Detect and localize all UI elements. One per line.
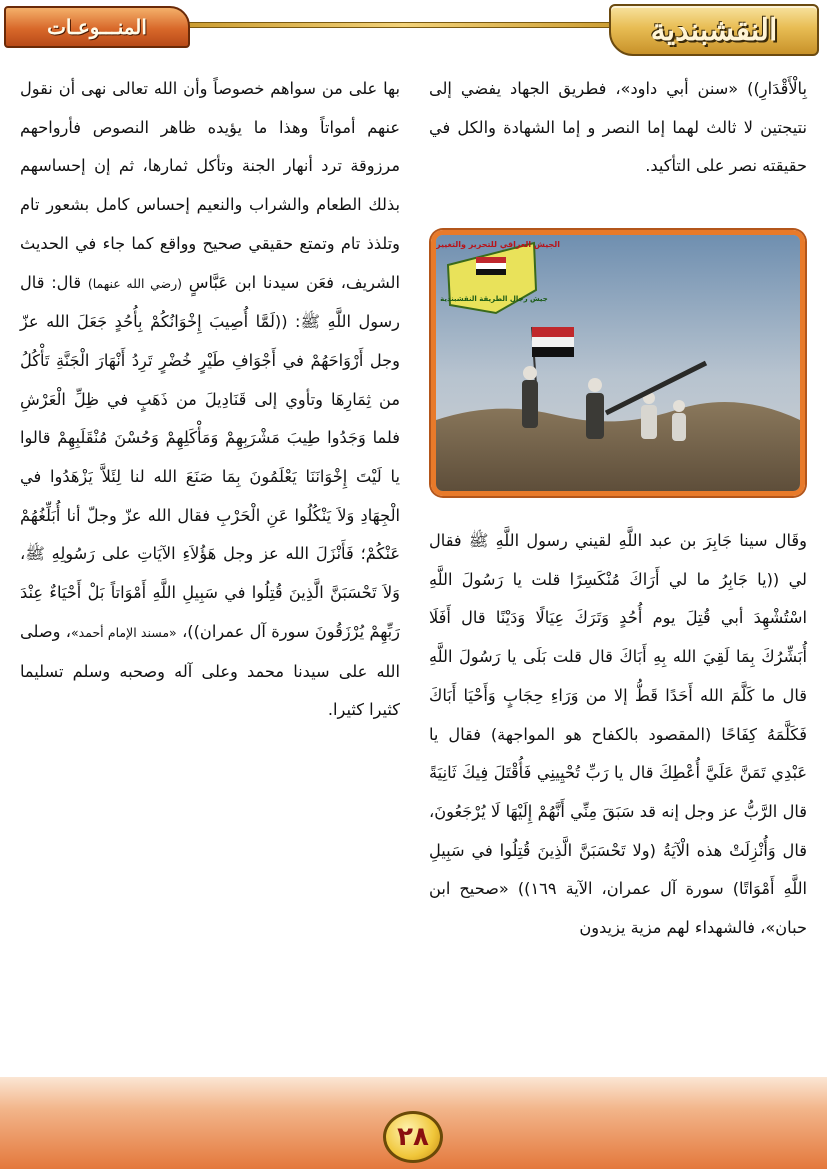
left-text-part2: قال: قال رسول اللَّهِ ﷺ: ((لَمَّا أُصِيبَ إِخْوَانُكُمْ بِأُحُدٍ جَعَلَ الله عزّ وجل أَرْوَاحَهُمْ في أَجْوَافِ طَيْرٍ خُضْرٍ تَرِدُ أَنْهَارَ الْجَنَّةِ تَأْكُلُ من ثِمَارِهَا وتأوي إلى قَنَادِيلَ من ذَهَبٍ في ظِلِّ الْعَرْشِ فلما وَجَدُوا طِيبَ مَشْرَبِهِمْ وَمَأْكَلِهِمْ وَحُسْنَ مُنْقَلَبِهِمْ قالوا يا لَيْتَ إِخْوَانَنَا يَعْلَمُونَ بِمَا صَنَعَ الله لنا لِئَلاَّ يَزْهَدُوا في الْجِهَادِ وَلاَ يَنْكُلُوا عَنِ الْحَرْبِ فقال الله عزّ وجلّ أنا أُبَلِّغُهُمْ عَنْكُمْ؛ فَأَنْزَلَ الله عز وجل هَؤُلاَءِ الآيَاتِ على رَسُولِهِ ﷺ، وَلاَ تَحْسَبَنَّ الَّذِينَ قُتِلُوا في سَبِيلِ اللَّهِ أَمْوَاتاً بَلْ أَحْيَاءٌ عِنْدَ رَبِّهِمْ يُرْزَقُونَ سورة آل عمران))،	[20, 272, 401, 641]
right-column-bottom	[429, 522, 807, 948]
left-text-part3: ، وصلى الله على سيدنا محمد وعلى آله وصحبه وسلم تسليما كثيرا كثيرا.	[20, 621, 400, 720]
article-photo	[431, 230, 805, 496]
page-number: ٢٨	[397, 1122, 429, 1152]
narrator-note: (رضي الله عنهما)	[87, 275, 183, 291]
right-column-top	[429, 70, 807, 186]
right-column-hadith-paragraph: وقَال سينا جَابِرَ بن عبد اللَّهِ لقيني رسول اللَّهِ ﷺ فقال لي ((يا جَابِرُ ما لي أَرَاكَ مُنْكَسِرًا قلت يا رَسُولَ اللَّهِ اسْتُشْهِدَ أبي قُتِلَ يوم أُحُدٍ وَتَرَكَ عِيَالًا وَدَيْنًا قال أَفَلَا أُبَشِّرُكَ بِمَا لَقِيَ الله بِهِ أَبَاكَ قال قلت بَلَى يا رَسُولَ اللَّهِ قال ما كَلَّمَ الله أَحَدًا قَطُّ إلا من وَرَاءِ حِجَابٍ وَأَحْيَا أَبَاكَ فَكَلَّمَهُ كِفَاحًا (المقصود بالكفاح هو المواجهة) فقال يا عَبْدِي تَمَنَّ عَلَيَّ أُعْطِكَ قال يا رَبِّ تُحْيِينِي فَأُقْتَلَ فِيكَ ثَانِيَةً قال الرَّبُّ عز وجل إنه قد سَبَقَ مِنِّي أَنَّهُمْ إِلَيْهَا لَا يُرْجَعُونَ، قال وَأُنْزِلَتْ هذه الْآيَةُ (ولا تَحْسَبَنَّ الَّذِينَ قُتِلُوا في سَبِيلِ اللَّهِ أَمْوَاتًا) سورة آل عمران، الآية ١٦٩)) «صحيح ابن حبان»، فالشهداء لهم مزية يزيدون	[429, 531, 807, 938]
magazine-title-tag	[609, 4, 819, 56]
header-divider	[180, 22, 627, 28]
section-title: المنـــوعـات	[47, 15, 147, 39]
section-tag	[4, 6, 190, 48]
photo-illustration	[436, 235, 800, 491]
left-column	[20, 70, 400, 730]
right-column-intro-paragraph: بِالْأَقْدَارِ)) «سنن أبي داود»، فطريق الجهاد يفضي إلى نتيجتين لا ثالث لهما إما النصر و إما الشهادة والكل في حقيقته نصر على التأكيد.	[429, 79, 807, 176]
header-band	[0, 0, 827, 62]
page-number-badge	[383, 1111, 443, 1163]
source-note: «مسند الإمام أحمد»	[71, 624, 177, 640]
logo-caption-top: الجيش العراقي للتحرير والتغيير	[436, 240, 561, 249]
logo-caption-bottom: جيش رجال الطريقة النقشبندية	[440, 295, 548, 303]
left-column-paragraph	[20, 70, 400, 730]
left-text-part1: بها على من سواهم خصوصاً وأن الله تعالى نهى أن نقول عنهم أمواتاً وهذا ما يؤيده ظاهر النصوص فأرواحهم مرزوقة ترد أنهار الجنة وتأكل ثمارها، ثم إن إحساسهم بذلك الطعام والشراب والنعيم إحساس كامل بشعور تام وتلذذ تام وتمتع حقيقي صحيح وواقع كما جاء في الحديث الشريف، فعَن سيدنا ابن عَبَّاسٍ	[20, 79, 400, 292]
magazine-title: النقشبندية	[650, 12, 778, 48]
